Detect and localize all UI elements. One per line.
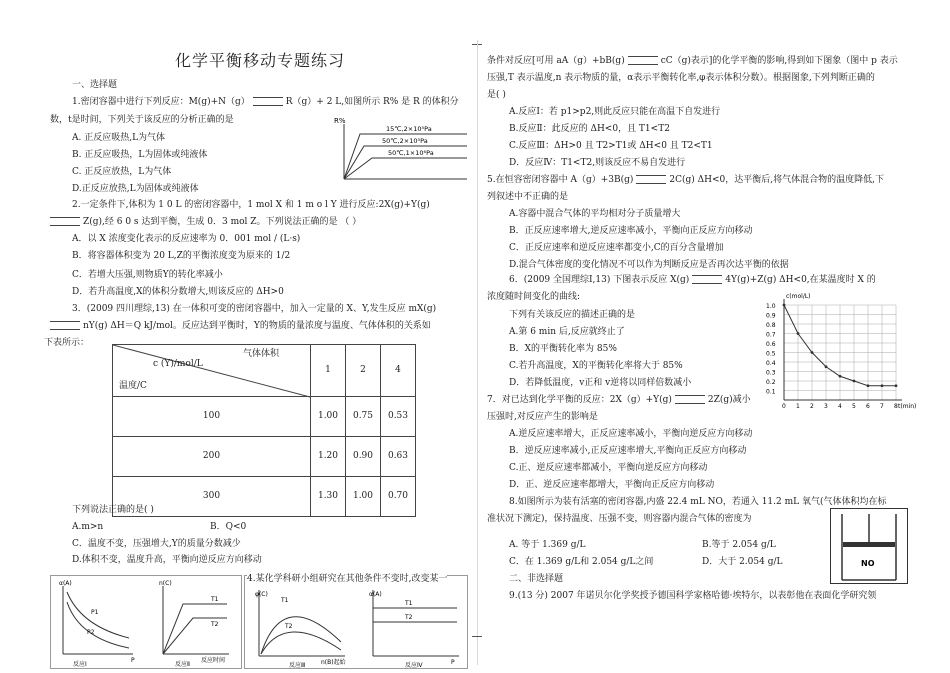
q6-ytick: 0.3 [766,369,776,377]
q6-xlabel: t(min) [898,403,917,410]
q6-ytick: 0.4 [766,360,776,367]
table-row: 200 1.20 0.90 0.63 [113,437,416,477]
svg-text:T1: T1 [281,597,289,604]
q6-stem: 6．(2009 全国理综Ⅰ,13) 下图表示反应 X(g) 4Y(g)+Z(g) ΔH<0,在某温度时 X 的 [509,275,876,285]
svg-text:n(C): n(C) [159,580,172,587]
table-header-cell: 1 [311,345,346,397]
section-heading-2: 二、非选择题 [509,574,564,584]
q6-ytick: 0.2 [766,379,776,386]
page-title: 化学平衡移动专题练习 [174,51,345,70]
q7-option-d: D．正、逆反应速率都增大，平衡向正反应方向移动 [509,480,715,490]
q5-stem: 5.在恒容密闭容器中 A（g）+3B(g) 2C(g) ΔH<0，达平衡后,将气体混合物的温度降低,下 [487,175,884,185]
table-header-cell: 2 [346,345,381,397]
q1-stem: 1.密闭容器中进行下列反应：M(g)+N（g） R（g）+ 2 L,如图所示 R% 是 R 的体积分 [72,97,459,107]
q1-legend-2: 50℃,2×10⁵Pa [382,137,428,145]
q6-ytick: 0.8 [766,322,776,329]
q6-xtick: 5 [852,403,856,410]
q1-option-c: C. 正反应放热，L为气体 [72,167,172,177]
q2-stem: 2.一定条件下,体积为 1 0 L 的密闭容器中，1 mol X 和 1 m o l Y 进行反应:2X(g)+Y(g) [72,200,430,210]
equilibrium-arrow-icon [692,275,722,284]
q5-stem-cont: 列叙述中不正确的是 [487,192,569,202]
q1-stem-cont: 数，t是时间，下列关于该反应的分析正确的是 [50,115,234,125]
q1-option-d: D.正反应放热,L为固体或纯液体 [72,184,199,194]
q1-legend-3: 50℃,1×10⁶Pa [388,149,434,157]
svg-text:P: P [131,657,135,664]
q6-xtick: 1 [796,403,800,410]
q4-graph-3-4 [245,576,467,668]
q6-ytick: 0.9 [766,312,776,320]
q7-option-a: A.逆反应速率增大，正反应速率减小，平衡向逆反应方向移动 [509,429,753,439]
q6-xtick: 4 [838,403,842,410]
q3-option-d: D.体积不变，温度升高，平衡向逆反应方向移动 [72,555,262,565]
q7-stem: 7．对已达到化学平衡的反应：2X（g）+Y(g) 2Z(g)减小 [487,395,751,405]
q6-option-d: D．若降低温度，v正和 v逆将以同样倍数减小 [509,378,692,388]
q4-option-c: C.反应Ⅲ：ΔH>0 且 T2>T1或 ΔH<0 且 T2<T1 [509,141,713,151]
no-label: NO [861,559,875,568]
equilibrium-arrow-icon [675,395,705,404]
q6-option-b: B．X的平衡转化率为 85% [509,344,617,354]
q3-option-b: B．Q<0 [210,522,247,532]
q7-option-c: C.正、逆反应速率都减小，平衡向逆反应方向移动 [509,463,708,473]
q6-ytick: 0.1 [766,388,776,396]
q8-stem: 8.如图所示为装有活塞的密闭容器,内盛 22.4 mL NO，若通入 11.2 mL 氧气(气体体积均在标 [509,497,887,507]
svg-text:T1: T1 [405,600,413,607]
q7-stem-cont: 压强时,对反应产生的影响是 [487,412,598,422]
q6-xtick: 8 [894,403,898,410]
q6-xtick: 0 [782,403,786,410]
q6-ytick: 0.6 [766,341,776,348]
q3-stem-end: 下表所示： [44,338,90,348]
svg-text:α(A): α(A) [59,580,72,587]
q2-option-c: C．若增大压强,则物质Y的转化率减小 [72,270,223,280]
svg-text:P: P [451,659,455,666]
q1-option-b: B. 正反应吸热，L为固体或纯液体 [72,150,208,160]
q6-stem-cont: 浓度随时间变化的曲线: [487,292,581,302]
svg-text:P1: P1 [91,609,99,616]
q3-option-a: A.m>n [72,522,104,532]
table-header-cell: 4 [381,345,416,397]
q8-option-d: D．大于 2.054 g/L [702,557,783,567]
q5-option-a: A.容器中混合气体的平均相对分子质量增大 [509,209,681,219]
q3-data-table [112,344,416,517]
equilibrium-arrow-icon [50,217,80,226]
q4-stem-cont: 条件对反应[可用 aA（g）+bB(g) cC（g)表示]的化学平衡的影响,得到如下图象（图中 p 表示 [487,56,898,66]
svg-text:P2: P2 [87,629,95,636]
q4-option-d: D．反应Ⅳ：T1<T2,则该反应不易自发进行 [509,158,686,168]
table-row: 100 1.00 0.75 0.53 [113,397,416,437]
q2-stem-cont: Z(g),经 6 0 s 达到平衡，生成 0．3 mol Z。下列说法正确的是 （ ） [50,215,361,229]
q7-option-b: B．逆反应速率减小,正反应速率增大,平衡向正反应方向移动 [509,446,747,456]
q3-option-c: C．温度不变，压强增大,Y的质量分数减少 [72,539,241,549]
q4-figures-right [244,575,468,669]
q3-stem-cont: nY(g) ΔH＝Q kJ/mol。反应达到平衡时，Y的物质的量浓度与温度、气体体积的关系如 [50,319,431,333]
q1-figure [332,114,470,184]
q4-figures-left [50,575,242,669]
q1-fig-ylabel: R% [334,117,346,125]
svg-text:T1: T1 [211,596,219,603]
page-mark-bottom [472,636,482,637]
q8-piston-container [830,508,908,584]
q2-option-a: A．以 X 浓度变化表示的反应速率为 0．001 mol / (L·s) [72,234,301,244]
q5-option-b: B．正反应速率增大,逆反应速率减小，平衡向正反应方向移动 [509,226,753,236]
equilibrium-arrow-icon [636,175,666,184]
svg-text:反应Ⅱ: 反应Ⅱ [175,661,190,668]
q4-stem-cont2: 压强,T 表示温度,n 表示物质的量，α表示平衡转化率,φ表示体积分数）。根据图象,下列判断正确的 [487,73,875,83]
q6-option-c: C.若升高温度，X的平衡转化率将大于 85% [509,361,683,371]
q6-xtick: 6 [866,403,870,410]
svg-text:φ(C): φ(C) [255,591,268,598]
q8-option-c: C．在 1.369 g/L和 2.054 g/L之间 [509,557,654,567]
q8-option-b: B.等于 2.054 g/L [702,540,776,550]
q1-option-a: A. 正反应吸热,L为气体 [72,133,166,143]
q9-stem: 9.(13 分) 2007 年诺贝尔化学奖授予德国科学家格哈德·埃特尔，以表彰他在表面化学研究领 [509,591,877,601]
q8-option-a: A. 等于 1.369 g/L [509,540,586,550]
q2-option-b: B．将容器体积变为 20 L,Z的平衡浓度变为原来的 1/2 [72,251,291,261]
q6-stem-q: 下列有关该反应的描述正确的是 [509,310,636,320]
svg-text:T2: T2 [211,621,219,628]
q4-graph-1-2 [51,576,241,668]
svg-text:T2: T2 [405,614,413,621]
table-diagonal-header: 气体体积 c (Y)/mol/L 温度/C [113,345,311,397]
q4-stem-end: 是( ) [487,90,506,100]
q5-option-c: C．正反应速率和逆反应速率都变小,C的百分含量增加 [509,243,724,253]
svg-text:α(A): α(A) [369,591,382,598]
table-row: 300 1.30 1.00 0.70 [113,477,416,517]
q5-option-d: D.混合气体密度的变化情况不可以作为判断反应是否再次达平衡的依据 [509,260,789,270]
q6-xtick: 2 [810,403,814,410]
svg-text:反应Ⅲ: 反应Ⅲ [289,662,306,669]
svg-text:反应Ⅳ: 反应Ⅳ [405,662,423,669]
svg-text:T2: T2 [285,623,293,630]
piston-icon [843,542,895,547]
q8-stem-cont: 准状况下测定)，保持温度、压强不变，则容器内混合气体的密度为 [487,514,752,524]
column-divider [477,40,478,665]
q6-concentration-chart [762,290,917,412]
svg-text:n(B)起始: n(B)起始 [321,659,346,666]
q6-option-a: A.第 6 min 后,反应就终止了 [509,327,625,337]
equilibrium-arrow-icon [253,97,283,106]
equilibrium-arrow-icon [50,321,80,330]
q6-ytick: 1.0 [766,303,776,310]
q6-ylabel: c(mol/L) [786,293,811,300]
q6-ytick: 0.7 [766,331,776,339]
q2-option-d: D．若升高温度,X的体积分数增大,则该反应的 ΔH>0 [72,287,284,297]
svg-text:反应Ⅰ: 反应Ⅰ [73,661,87,668]
q4-option-b: B.反应Ⅱ：此反应的 ΔH<0，且 T1<T2 [509,124,670,134]
q3-stem: 3．(2009 四川理综,13) 在一体积可变的密闭容器中，加入一定量的 X、Y,发生反应 mX(g) [72,304,437,314]
svg-text:反应时间: 反应时间 [201,657,226,664]
q1-legend-1: 15℃,2×10⁵Pa [386,125,432,133]
q6-xtick: 7 [880,403,884,410]
q4-option-a: A.反应Ⅰ：若 p1>p2,则此反应只能在高温下自发进行 [509,107,721,117]
q6-ytick: 0.5 [766,350,776,358]
q3-question: 下列说法正确的是( ) [72,505,154,515]
q4-stem: 4.某化学科研小组研究在其他条件不变时,改变某一 [247,572,447,586]
q6-xtick: 3 [824,403,828,410]
equilibrium-arrow-icon [628,56,658,65]
section-heading: 一、选择题 [72,80,118,90]
